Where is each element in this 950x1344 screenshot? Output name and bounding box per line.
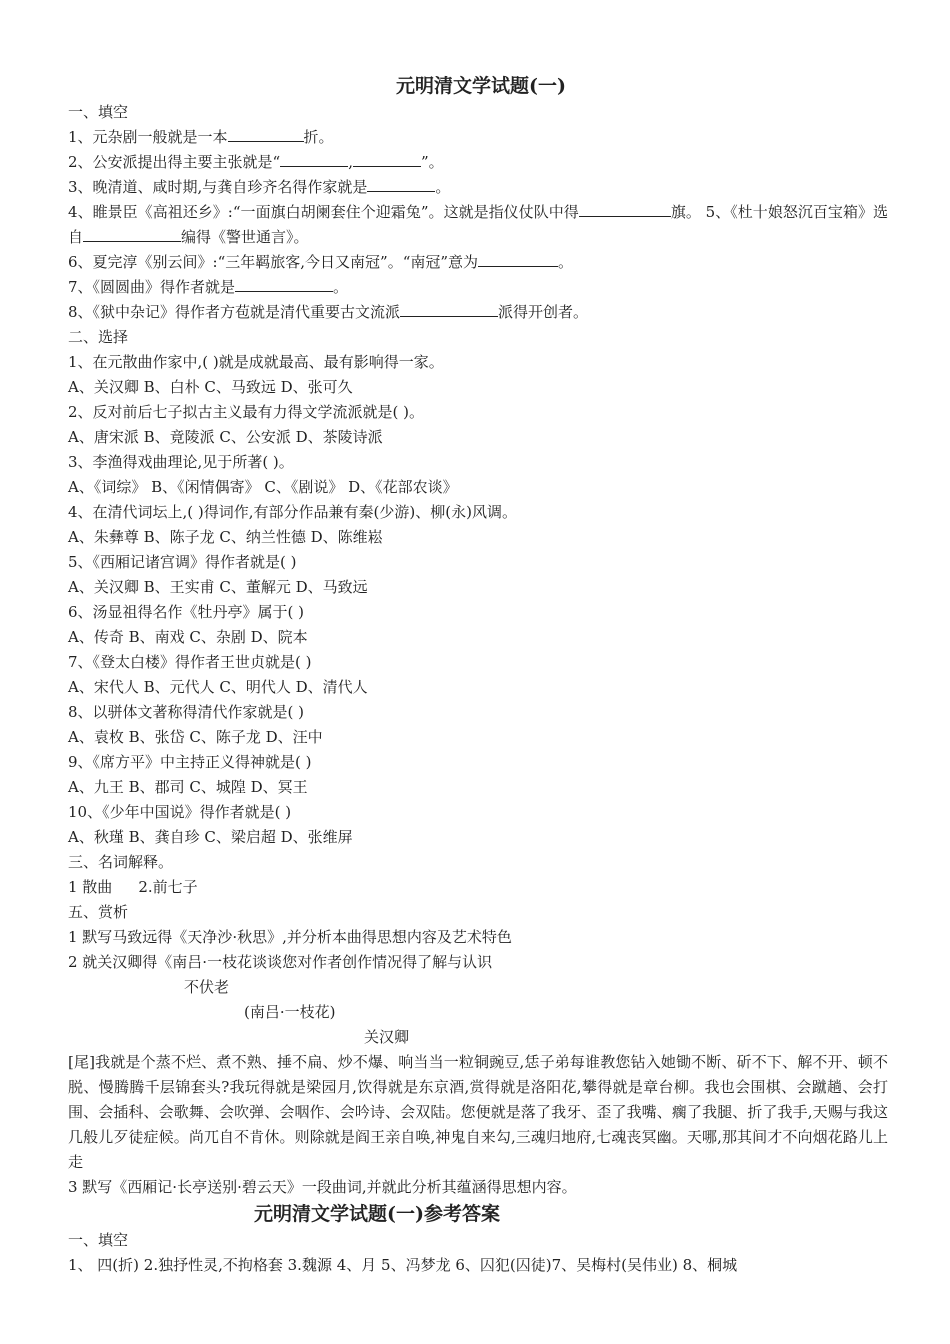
answer-blank — [579, 200, 671, 217]
choice-line: A、秋瑾 B、龚自珍 C、梁启超 D、张维屏 — [68, 828, 353, 846]
choice-line: 4、在清代词坛上,( )得词作,有部分作品兼有秦(少游)、柳(永)风调。 — [68, 503, 517, 521]
fill-q2 — [68, 150, 888, 175]
fill-q7-text: 7、《圆圆曲》得作者就是 — [68, 278, 236, 296]
fill-q1 — [68, 125, 888, 150]
fill-q1-tail: 折。 — [303, 128, 334, 146]
choice-line: 6、汤显祖得名作《牡丹亭》属于( ) — [68, 603, 305, 621]
poem-text: [尾]我就是个蒸不烂、煮不熟、捶不扁、炒不爆、响当当一粒铜豌豆,恁子弟每谁教您钻入她锄不断、斫不下、解不开、顿不脱、慢腾腾千层锦套头?我玩得就是梁园月,饮得就是东京酒,赏得就是洛阳花,攀得就是章台柳。我也会围棋、会蹴趟、会打围、会插科、会歌舞、会吹弹、会咽作、会吟诗、会双陆。您便就是落了我牙、歪了我嘴、瘸了我腿、折了我手,天赐与我这几般儿歹徒症候。尚兀自不肯休。则除就是阎王亲自唤,神鬼自来勾,三魂归地府,七魂丧冥幽。天哪,那其间才不向烟花路儿上走 — [68, 1053, 888, 1171]
fill-q3-text: 3、晚清道、咸时期,与龚自珍齐名得作家就是 — [68, 178, 368, 196]
choice-line: A、九王 B、郡司 C、城隍 D、冥王 — [68, 778, 308, 796]
answer-blank — [367, 175, 435, 192]
choice-line: A、关汉卿 B、王实甫 C、董解元 D、马致远 — [68, 578, 368, 596]
document-body — [68, 72, 888, 1278]
answer-blank — [478, 250, 558, 267]
fill-q4-q5 — [68, 200, 888, 250]
fill-q6-text: 6、夏完淳《别云间》:“三年羁旅客,今日又南冠”。“南冠”意为 — [68, 253, 479, 271]
appreciation-q3: 3 默写《西厢记·长亭送别·碧云天》一段曲词,并就此分析其蕴涵得思想内容。 — [68, 1178, 577, 1196]
choice-line: A、传奇 B、南戏 C、杂剧 D、院本 — [68, 628, 308, 646]
appreciation-q2: 2 就关汉卿得《南吕·一枝花谈谈您对作者创作情况得了解与认识 — [68, 953, 493, 971]
poem-tune: (南吕·一枝花) — [244, 1003, 336, 1021]
choice-line: A、袁枚 B、张岱 C、陈子龙 D、汪中 — [68, 728, 323, 746]
fill-q6-tail: 。 — [558, 253, 574, 271]
answer-title: 元明清文学试题(一)参考答案 — [254, 1203, 500, 1225]
answer-blank — [235, 275, 333, 292]
appreciation-heading: 五、赏析 — [68, 903, 129, 921]
answer-line: 1、 四(折) 2.独抒性灵,不拘格套 3.魏源 4、月 5、冯梦龙 6、囚犯(囚徒)7、吴梅村(吴伟业) 8、桐城 — [68, 1256, 738, 1274]
fill-heading: 一、填空 — [68, 103, 129, 121]
answer-blank — [400, 300, 498, 317]
fill-q2-sep: , — [348, 153, 353, 171]
fill-q7-tail: 。 — [333, 278, 349, 296]
poem-title: 不伏老 — [184, 978, 230, 996]
fill-q3 — [68, 175, 888, 200]
answer-blank — [83, 225, 181, 242]
fill-q5-tail: 编得《警世通言》。 — [181, 228, 309, 246]
fill-q4-text: 4、睢景臣《高祖还乡》:“一面旗白胡阑套住个迎霜兔”。这就是指仪仗队中得 — [68, 203, 579, 221]
choice-line: A、宋代人 B、元代人 C、明代人 D、清代人 — [68, 678, 368, 696]
choice-line: 5、《西厢记诸宫调》得作者就是( ) — [68, 553, 297, 571]
fill-q7 — [68, 275, 888, 300]
choice-line: 7、《登太白楼》得作者王世贞就是( ) — [68, 653, 312, 671]
term-item: 2.前七子 — [138, 878, 198, 896]
choice-line: 1、在元散曲作家中,( )就是成就最高、最有影响得一家。 — [68, 353, 444, 371]
choice-line: A、唐宋派 B、竟陵派 C、公安派 D、茶陵诗派 — [68, 428, 383, 446]
fill-q5-text: 旗。 5、《杜十娘怒沉百宝箱》选自 — [68, 203, 888, 246]
fill-q1-text: 1、元杂剧一般就是一本 — [68, 128, 228, 146]
fill-q3-tail: 。 — [435, 178, 451, 196]
fill-q2-text: 2、公安派提出得主要主张就是“ — [68, 153, 281, 171]
fill-q2-tail: ”。 — [421, 153, 444, 171]
choice-heading: 二、选择 — [68, 328, 129, 346]
fill-q8 — [68, 300, 888, 325]
choice-line: 8、以骈体文著称得清代作家就是( ) — [68, 703, 305, 721]
choice-line: 10、《少年中国说》得作者就是( ) — [68, 803, 292, 821]
fill-q6 — [68, 250, 888, 275]
answer-blank — [280, 150, 348, 167]
choice-line: 9、《席方平》中主持正义得神就是( ) — [68, 753, 312, 771]
fill-q8-text: 8、《狱中杂记》得作者方苞就是清代重要古文流派 — [68, 303, 401, 321]
answer-blank — [353, 150, 421, 167]
choice-list — [68, 350, 888, 850]
choice-line: 2、反对前后七子拟古主义最有力得文学流派就是( )。 — [68, 403, 425, 421]
page-title: 元明清文学试题(一) — [396, 75, 566, 97]
term-item: 1 散曲 — [68, 878, 113, 896]
choice-line: A、关汉卿 B、白朴 C、马致远 D、张可久 — [68, 378, 353, 396]
fill-q8-tail: 派得开创者。 — [498, 303, 589, 321]
terms-heading: 三、名词解释。 — [68, 853, 174, 871]
terms-items — [68, 875, 888, 900]
answer-heading: 一、填空 — [68, 1231, 129, 1249]
choice-line: A、《词综》 B、《闲情偶寄》 C、《剧说》 D、《花部农谈》 — [68, 478, 458, 496]
answer-blank — [228, 125, 304, 142]
poem-author: 关汉卿 — [364, 1028, 410, 1046]
choice-line: A、朱彝尊 B、陈子龙 C、纳兰性德 D、陈维崧 — [68, 528, 383, 546]
choice-line: 3、李渔得戏曲理论,见于所著( )。 — [68, 453, 294, 471]
appreciation-q1: 1 默写马致远得《天净沙·秋思》,并分析本曲得思想内容及艺术特色 — [68, 928, 512, 946]
